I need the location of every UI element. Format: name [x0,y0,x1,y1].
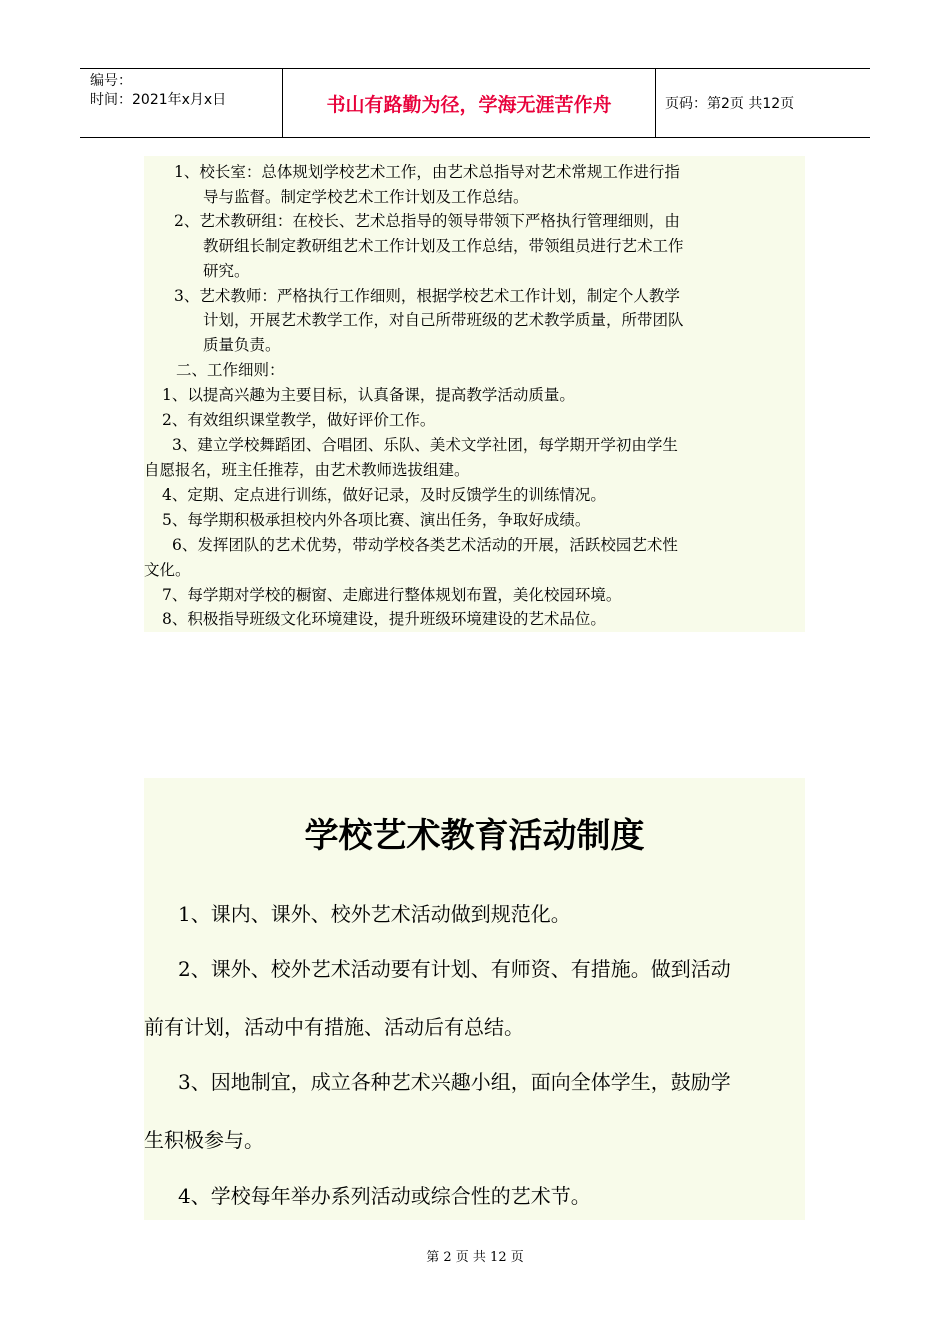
rule-line: 5、每学期积极承担校内外各项比赛、演出任务，争取好成绩。 [162,511,591,529]
header-page-number: 页码：第2页 共12页 [665,96,795,112]
role-paragraph-line: 质量负责。 [203,336,281,354]
policy-line: 1、课内、课外、校外艺术活动做到规范化。 [178,902,571,926]
art-activity-policy-section [144,778,805,1220]
header-number: 编号： [90,73,132,89]
rule-line: 自愿报名，班主任推荐，由艺术教师选拔组建。 [144,461,470,479]
section-heading: 二、工作细则： [176,361,285,379]
role-paragraph-line: 1、校长室：总体规划学校艺术工作，由艺术总指导对艺术常规工作进行指 [174,163,680,181]
policy-line: 3、因地制宜，成立各种艺术兴趣小组，面向全体学生，鼓励学 [178,1070,731,1094]
rule-line: 3、建立学校舞蹈团、合唱团、乐队、美术文学社团，每学期开学初由学生 [172,436,678,454]
rule-line: 1、以提高兴趣为主要目标，认真备课，提高教学活动质量。 [162,386,575,404]
role-paragraph-line: 教研组长制定教研组艺术工作计划及工作总结，带领组员进行艺术工作 [203,237,684,255]
policy-line: 4、学校每年举办系列活动或综合性的艺术节。 [178,1184,591,1208]
role-paragraph-line: 导与监督。制定学校艺术工作计划及工作总结。 [203,188,529,206]
section-title: 学校艺术教育活动制度 [304,816,645,856]
policy-line: 生积极参与。 [144,1128,264,1152]
rule-line: 8、积极指导班级文化环境建设，提升班级环境建设的艺术品位。 [162,610,606,628]
rule-line: 文化。 [144,561,191,579]
page-footer: 第 2 页 共 12 页 [426,1250,524,1265]
rule-line: 7、每学期对学校的橱窗、走廊进行整体规划布置，美化校园环境。 [162,586,622,604]
role-paragraph-line: 3、艺术教师：严格执行工作细则，根据学校艺术工作计划，制定个人教学 [174,287,680,305]
header-motto: 书山有路勤为径，学海无涯苦作舟 [326,93,612,116]
rule-line: 2、有效组织课堂教学，做好评价工作。 [162,411,436,429]
role-paragraph-line: 研究。 [203,262,250,280]
header-meta [80,69,282,137]
policy-line: 2、课外、校外艺术活动要有计划、有师资、有措施。做到活动 [178,957,731,981]
policy-line: 前有计划，活动中有措施、活动后有总结。 [144,1015,524,1039]
work-rules-section [144,156,805,632]
role-paragraph-line: 计划，开展艺术教学工作，对自己所带班级的艺术教学质量，所带团队 [203,311,684,329]
page-header [80,68,870,138]
rule-line: 4、定期、定点进行训练，做好记录，及时反馈学生的训练情况。 [162,486,606,504]
rule-line: 6、发挥团队的艺术优势，带动学校各类艺术活动的开展，活跃校园艺术性 [172,536,678,554]
header-time: 时间：2021年x月x日 [90,92,227,108]
role-paragraph-line: 2、艺术教研组：在校长、艺术总指导的领导带领下严格执行管理细则，由 [174,212,680,230]
header-divider [655,69,656,137]
